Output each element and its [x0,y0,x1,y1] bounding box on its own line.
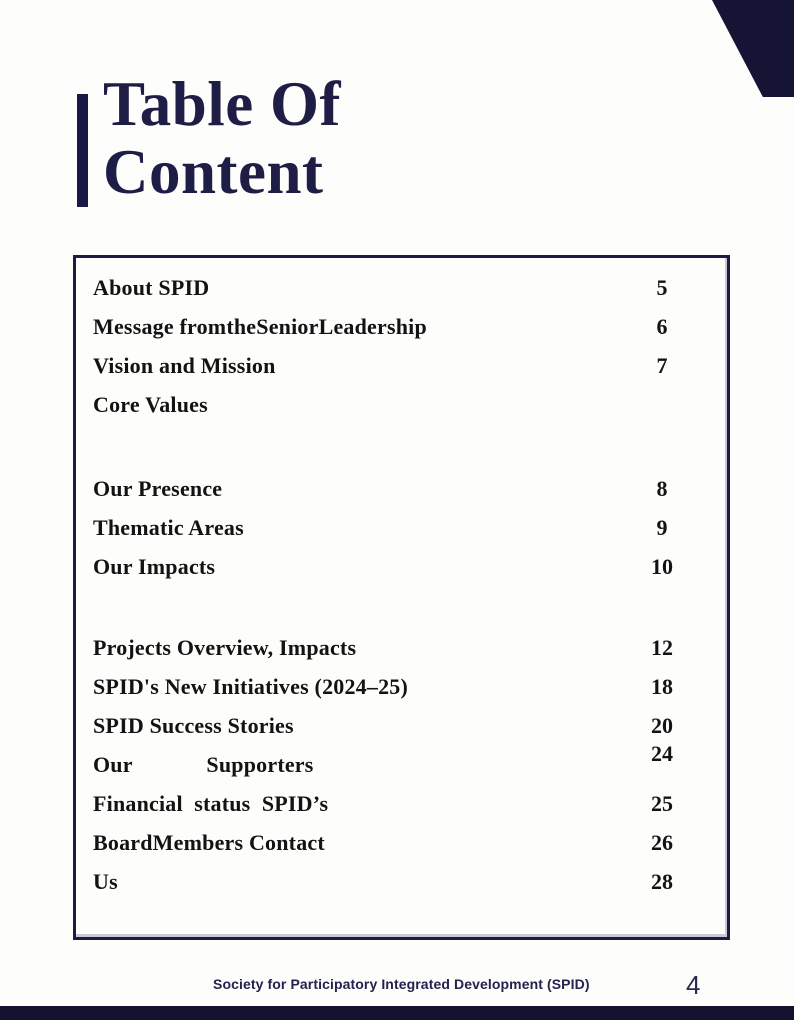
toc-group [76,469,727,586]
toc-entry-label: Vision and Mission [93,352,276,378]
toc-entry-page-number: 6 [656,313,668,339]
toc-row[interactable] [76,667,727,706]
page-number: 4 [686,970,701,1000]
toc-entry-label: Thematic Areas [93,514,244,540]
toc-row[interactable] [76,823,727,862]
toc-entry-page-number: 10 [651,553,673,579]
toc-entry-page-number: 20 [651,712,673,738]
toc-box [73,255,730,940]
toc-group [76,268,727,424]
toc-entry-page-number: 18 [651,673,673,699]
toc-group [76,628,727,901]
page-title-line1: Table Of [103,69,341,139]
page-title-line2: Content [103,137,324,207]
toc-row[interactable] [76,740,727,784]
page-title [103,70,341,206]
toc-entry-page-number: 12 [651,634,673,660]
toc-row[interactable] [76,346,727,385]
toc-entry-label: About SPID [93,274,210,300]
toc-entry-label: Our Supporters [93,751,314,777]
toc-entry-label: Core Values [93,391,208,417]
toc-entry-label: Message fromtheSeniorLeadership [93,313,427,339]
toc-entry-label: BoardMembers Contact [93,829,325,855]
toc-entry-label: SPID Success Stories [93,712,294,738]
toc-row[interactable] [76,706,727,745]
toc-entry-page-number: 9 [656,514,668,540]
toc-entry-label: Financial status SPID’s [93,790,329,816]
toc-entry-page-number: 24 [651,740,673,766]
footer-organization: Society for Participatory Integrated Development (SPID) [213,976,590,992]
toc-row[interactable] [76,385,727,424]
toc-row[interactable] [76,547,727,586]
toc-entry-label: Our Presence [93,475,223,501]
toc-entry-label: Projects Overview, Impacts [93,634,357,660]
bottom-accent-bar [0,1006,794,1020]
title-accent-bar [77,94,88,207]
toc-entry-page-number: 5 [656,274,668,300]
toc-row[interactable] [76,784,727,823]
toc-row[interactable] [76,268,727,307]
toc-entry-page-number: 26 [651,829,673,855]
toc-entry-label: Us [93,868,118,894]
toc-entry-page-number: 25 [651,790,673,816]
toc-entry-page-number: 28 [651,868,673,894]
corner-accent-shape [712,0,794,97]
toc-row[interactable] [76,862,727,901]
title-block [77,70,341,207]
toc-row[interactable] [76,307,727,346]
toc-entry-label: SPID's New Initiatives (2024–25) [93,673,409,699]
toc-entry-page-number: 8 [656,475,668,501]
toc-row[interactable] [76,628,727,667]
toc-row[interactable] [76,469,727,508]
toc-entry-label: Our Impacts [93,553,216,579]
toc-entry-page-number: 7 [656,352,668,378]
toc-row[interactable] [76,508,727,547]
